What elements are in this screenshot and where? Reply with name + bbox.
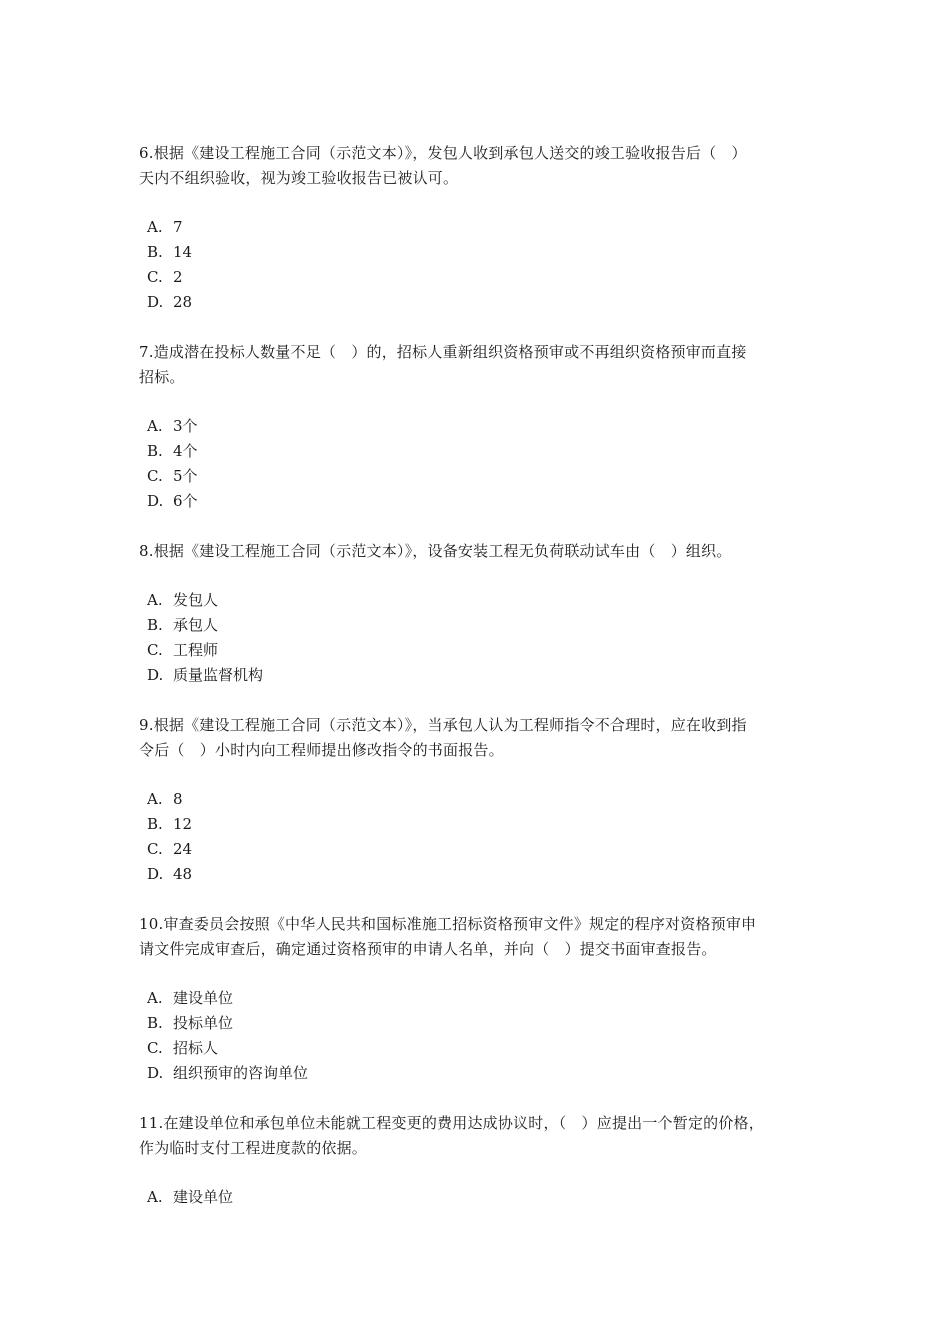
option-text: 28 — [173, 293, 193, 311]
option-d — [139, 489, 819, 514]
option-list — [139, 787, 819, 887]
option-letter: A. — [147, 790, 163, 808]
question-stem-line: 天内不组织验收，视为竣工验收报告已被认可。 — [139, 169, 459, 187]
option-a — [139, 1185, 819, 1210]
question-6 — [139, 141, 819, 315]
option-b — [139, 439, 819, 464]
question-stem-line: 8.根据《建设工程施工合同（示范文本）》，设备安装工程无负荷联动试车由（ ）组织。 — [139, 542, 732, 560]
option-c — [139, 265, 819, 290]
option-text: 5个 — [173, 467, 198, 485]
option-text: 12 — [173, 815, 193, 833]
option-text: 6个 — [173, 492, 198, 510]
option-letter: D. — [147, 666, 164, 684]
option-text: 招标人 — [173, 1039, 219, 1057]
question-stem — [139, 912, 819, 962]
option-text: 投标单位 — [173, 1014, 234, 1032]
option-list — [139, 215, 819, 315]
option-letter: A. — [147, 417, 163, 435]
option-letter: B. — [147, 243, 163, 261]
option-d — [139, 1061, 819, 1086]
option-b — [139, 613, 819, 638]
option-text: 2 — [173, 268, 183, 286]
question-stem — [139, 1111, 819, 1161]
question-stem — [139, 340, 819, 390]
option-text: 4个 — [173, 442, 198, 460]
option-text: 14 — [173, 243, 193, 261]
option-letter: A. — [147, 989, 163, 1007]
question-7 — [139, 340, 819, 514]
option-a — [139, 986, 819, 1011]
question-11 — [139, 1111, 819, 1210]
option-letter: B. — [147, 815, 163, 833]
option-c — [139, 837, 819, 862]
option-letter: B. — [147, 1014, 163, 1032]
option-text: 24 — [173, 840, 193, 858]
option-text: 建设单位 — [173, 1188, 234, 1206]
option-letter: C. — [147, 641, 163, 659]
question-stem-line: 作为临时支付工程进度款的依据。 — [139, 1139, 368, 1157]
option-letter: C. — [147, 840, 163, 858]
option-c — [139, 1036, 819, 1061]
option-letter: D. — [147, 1064, 164, 1082]
option-d — [139, 862, 819, 887]
option-a — [139, 215, 819, 240]
option-letter: A. — [147, 218, 163, 236]
question-stem-line: 招标。 — [139, 368, 185, 386]
question-stem-line: 11.在建设单位和承包单位未能就工程变更的费用达成协议时，（ ）应提出一个暂定的价格， — [139, 1114, 764, 1132]
question-stem — [139, 539, 819, 564]
option-a — [139, 588, 819, 613]
question-stem-line: 6.根据《建设工程施工合同（示范文本）》，发包人收到承包人送交的竣工验收报告后（ ） — [139, 144, 747, 162]
option-a — [139, 787, 819, 812]
question-stem-line: 7.造成潜在投标人数量不足（ ）的，招标人重新组织资格预审或不再组织资格预审而直接 — [139, 343, 747, 361]
question-10 — [139, 912, 819, 1086]
question-8 — [139, 539, 819, 688]
option-a — [139, 414, 819, 439]
option-b — [139, 812, 819, 837]
option-text: 建设单位 — [173, 989, 234, 1007]
question-stem-line: 请文件完成审查后，确定通过资格预审的申请人名单，并向（ ）提交书面审查报告。 — [139, 940, 717, 958]
option-list — [139, 986, 819, 1086]
question-stem — [139, 713, 819, 763]
option-letter: D. — [147, 293, 164, 311]
option-list — [139, 414, 819, 514]
option-letter: C. — [147, 1039, 163, 1057]
option-b — [139, 240, 819, 265]
option-c — [139, 638, 819, 663]
option-letter: A. — [147, 591, 163, 609]
option-text: 7 — [173, 218, 183, 236]
option-letter: D. — [147, 865, 164, 883]
option-letter: C. — [147, 268, 163, 286]
option-text: 8 — [173, 790, 183, 808]
option-text: 组织预审的咨询单位 — [173, 1064, 309, 1082]
option-c — [139, 464, 819, 489]
question-stem-line: 令后（ ）小时内向工程师提出修改指令的书面报告。 — [139, 741, 504, 759]
option-letter: D. — [147, 492, 164, 510]
option-letter: A. — [147, 1188, 163, 1206]
question-stem-line: 10.审查委员会按照《中华人民共和国标准施工招标资格预审文件》规定的程序对资格预审申 — [139, 915, 757, 933]
option-list — [139, 1185, 819, 1210]
option-d — [139, 290, 819, 315]
option-text: 48 — [173, 865, 193, 883]
option-text: 发包人 — [173, 591, 219, 609]
option-letter: C. — [147, 467, 163, 485]
option-list — [139, 588, 819, 688]
option-letter: B. — [147, 442, 163, 460]
option-text: 质量监督机构 — [173, 666, 264, 684]
option-text: 3个 — [173, 417, 198, 435]
question-9 — [139, 713, 819, 887]
option-text: 工程师 — [173, 641, 219, 659]
question-stem-line: 9.根据《建设工程施工合同（示范文本）》，当承包人认为工程师指令不合理时，应在收到指 — [139, 716, 747, 734]
option-d — [139, 663, 819, 688]
option-b — [139, 1011, 819, 1036]
option-letter: B. — [147, 616, 163, 634]
question-stem — [139, 141, 819, 191]
option-text: 承包人 — [173, 616, 219, 634]
